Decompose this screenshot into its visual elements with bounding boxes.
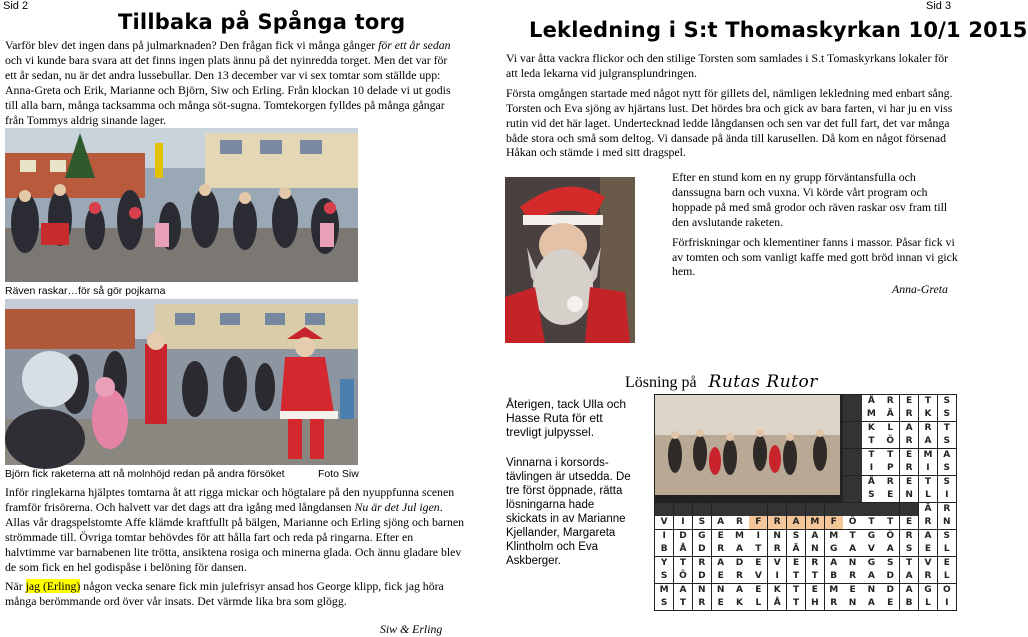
crossword-cell: E <box>712 597 730 610</box>
crossword-cell: M <box>825 530 843 543</box>
crossword-cell: M <box>655 584 673 597</box>
crossword-cell: R <box>900 462 918 475</box>
crossword-cell: S <box>862 489 880 502</box>
lekledning-body-2 <box>672 170 959 279</box>
crossword-cell <box>843 435 861 448</box>
crossword-cell: T <box>881 449 899 462</box>
crossword-cell: Ö <box>881 435 899 448</box>
crossword-cell: Y <box>655 557 673 570</box>
crossword-cell: B <box>825 570 843 583</box>
crossword-cell: T <box>919 476 937 489</box>
crossword-cell: M <box>919 449 937 462</box>
crossword-cell: I <box>919 462 937 475</box>
crossword-cell <box>843 503 861 516</box>
photo-children-dancing <box>5 128 358 282</box>
crossword-cell: R <box>919 516 937 529</box>
crossword-cell: F <box>825 516 843 529</box>
crossword-cell <box>843 462 861 475</box>
crossword-cell: A <box>674 584 692 597</box>
crossword-cell <box>900 503 918 516</box>
intro-text-italic: för ett år sedan <box>378 38 451 52</box>
crossword-cell: R <box>730 516 748 529</box>
crossword-cell: S <box>938 476 956 489</box>
crossword-cell: E <box>806 584 824 597</box>
crossword-cell <box>843 422 861 435</box>
crossword-cell: A <box>843 543 861 556</box>
crossword-cell: F <box>749 516 767 529</box>
crossword-cell: I <box>655 530 673 543</box>
crossword-cell: G <box>825 543 843 556</box>
crossword-cell: L <box>938 543 956 556</box>
winners-text: Vinnarna i korsords-tävlingen är utsedda. De tre först öppnade, rätta lösningarna hade skickats in av Marianne Kjellander, Margareta Klintholm och Eva Askberger. <box>506 457 631 567</box>
crossword-cell: T <box>749 543 767 556</box>
crossword-cell: R <box>768 516 786 529</box>
signature-left: Siw & Erling <box>380 622 443 636</box>
crossword-cell <box>806 503 824 516</box>
crossword-cell: D <box>693 543 711 556</box>
crossword-cell: T <box>806 570 824 583</box>
crossword-cell: T <box>843 530 861 543</box>
crossword-cell: V <box>862 543 880 556</box>
crossword-cell: I <box>938 597 956 610</box>
crossword-cell: L <box>749 597 767 610</box>
crossword-cell: T <box>862 435 880 448</box>
crossword-cell: R <box>730 570 748 583</box>
crossword-cell <box>843 408 861 421</box>
crossword-cell: Ä <box>919 503 937 516</box>
crossword-cell: T <box>787 584 805 597</box>
page-number-right: Sid 3 <box>926 0 952 12</box>
crossword-cell: R <box>825 597 843 610</box>
crossword-cell: K <box>730 597 748 610</box>
crossword-cell: M <box>730 530 748 543</box>
crossword-cell <box>768 503 786 516</box>
crossword-cell: Ö <box>674 570 692 583</box>
crossword-cell: N <box>806 543 824 556</box>
crossword-cell: T <box>674 557 692 570</box>
crossword-cell: A <box>730 584 748 597</box>
crossword-cell: K <box>862 422 880 435</box>
crossword-cell: R <box>881 476 899 489</box>
crossword-cell: E <box>900 449 918 462</box>
crossword-cell: K <box>919 408 937 421</box>
crossword-cell: G <box>862 557 880 570</box>
crossword-cell: S <box>655 570 673 583</box>
crossword-cell: I <box>674 516 692 529</box>
crossword-cell: B <box>655 543 673 556</box>
crossword-cell: T <box>787 597 805 610</box>
highlighted-text: jag (Erling) <box>25 579 81 594</box>
photo-santa-rocket <box>5 299 358 465</box>
page-number-left: Sid 2 <box>3 0 29 12</box>
outro-p3-a: När <box>5 579 26 594</box>
intro-text-a: Varför blev det ingen dans på julmarknaden? Den frågan fick vi många gånger <box>5 38 379 52</box>
crossword-cell: L <box>919 489 937 502</box>
crossword-cell: T <box>938 422 956 435</box>
crossword-cell <box>862 503 880 516</box>
crossword-cell: S <box>655 597 673 610</box>
crossword-cell: R <box>693 597 711 610</box>
crossword-cell: A <box>862 597 880 610</box>
crossword-cell: L <box>919 597 937 610</box>
crossword-cell: E <box>938 557 956 570</box>
lekledning-p3: Efter en stund kom en ny grupp förväntansfulla och danssugna barn och vuxna. Vi körde vårt program och hoppade på med små grodor och räven raskar osv fram till den avslutande raketen. <box>672 170 948 229</box>
crossword-cell: A <box>712 557 730 570</box>
photo1-caption: Räven raskar…för så gör pojkarna <box>5 285 166 297</box>
crossword-cell <box>881 503 899 516</box>
crossword-cell: A <box>919 435 937 448</box>
crossword-cell: A <box>806 530 824 543</box>
lekledning-p2: Första omgången startade med något nytt för gillets del, nämligen lekledning med enbart sång. Torsten och Eva sjöng av hjärtans lust. Det hördes bra och gick av bara farten, vi har ju en viss rutin vid det här laget. Undertecknad ledde långdansen och sen var det full fart, det var många både stora och små som deltog. Vi dansade på ända till karusellen. Då kom en något försenad Håkan och stämde i med sitt dragspel. <box>506 85 953 160</box>
crossword-cell: R <box>938 503 956 516</box>
crossword-cell: N <box>693 584 711 597</box>
crossword-cell <box>655 503 673 516</box>
crossword-cell: E <box>787 557 805 570</box>
crossword-cell: N <box>843 597 861 610</box>
crossword-cell: A <box>938 449 956 462</box>
crossword-cell: E <box>749 584 767 597</box>
crossword-cell: T <box>674 597 692 610</box>
crossword-cell: S <box>938 408 956 421</box>
lekledning-body <box>506 51 956 165</box>
crossword-cell <box>730 503 748 516</box>
crossword-solution <box>654 394 957 629</box>
outro-text-italic: Nu är det Jul igen <box>354 499 440 514</box>
crossword-cell: V <box>919 557 937 570</box>
crossword-cell: A <box>900 584 918 597</box>
crossword-cell <box>749 503 767 516</box>
crossword-cell: Ä <box>881 408 899 421</box>
crossword-cell: S <box>787 530 805 543</box>
crossword-cell <box>712 503 730 516</box>
crossword-cell <box>843 489 861 502</box>
crossword-cell: E <box>881 597 899 610</box>
crossword-cell: Ö <box>881 530 899 543</box>
crossword-cell: D <box>730 557 748 570</box>
crossword-cell: I <box>768 570 786 583</box>
crossword-cell: T <box>900 557 918 570</box>
crossword-cell: R <box>900 530 918 543</box>
crossword-cell: E <box>919 543 937 556</box>
crossword-cell: R <box>919 570 937 583</box>
crossword-cell: D <box>693 570 711 583</box>
article-title-lekledning: Lekledning i S:t Thomaskyrkan 10/1 2015 <box>529 18 1028 42</box>
solution-name: Rutas Rutor <box>708 372 818 392</box>
crossword-cell: R <box>768 543 786 556</box>
crossword-cell: A <box>900 422 918 435</box>
crossword-cell: V <box>749 570 767 583</box>
crossword-cell: S <box>900 543 918 556</box>
crossword-cell: E <box>712 530 730 543</box>
article-intro <box>5 38 458 132</box>
crossword-cell: V <box>655 516 673 529</box>
crossword-cell: T <box>862 449 880 462</box>
crossword-cell: T <box>881 516 899 529</box>
crossword-cell: S <box>881 557 899 570</box>
crossword-cell <box>843 395 861 408</box>
crossword-cell: K <box>768 584 786 597</box>
crossword-cell: A <box>919 530 937 543</box>
crossword-cell: R <box>712 543 730 556</box>
crossword-cell: E <box>900 395 918 408</box>
crossword-cell: R <box>881 395 899 408</box>
crossword-cell: P <box>881 462 899 475</box>
crossword-cell: Ä <box>787 543 805 556</box>
crossword-cell: D <box>881 570 899 583</box>
crossword-cell: Å <box>768 597 786 610</box>
outro-text-a: Inför ringlekarna hjälptes tomtarna åt att rigga mickar och högtalare på den nyuppfunna scenen framför frisörerna. Och halvett var det dags att dra igång med långdansen <box>5 485 455 514</box>
crossword-cell: A <box>862 570 880 583</box>
crossword-cell: Ö <box>843 516 861 529</box>
crossword-cell: A <box>787 516 805 529</box>
crossword-cell <box>825 503 843 516</box>
crossword-cell: N <box>843 557 861 570</box>
crossword-cell: D <box>881 584 899 597</box>
outro-p3-b: någon vecka senare fick min julefrisyr ansad hos George klipp, fick jag höra många berömmande ord över vår insats. Det värmde lika bra som glögg. <box>5 579 444 609</box>
crossword-cell: D <box>674 530 692 543</box>
crossword-cell: G <box>693 530 711 543</box>
crossword-cell <box>843 449 861 462</box>
crossword-cell: E <box>881 489 899 502</box>
crossword-cell <box>674 503 692 516</box>
crossword-cell: T <box>787 570 805 583</box>
crossword-cell: M <box>862 408 880 421</box>
crossword-cell: A <box>730 543 748 556</box>
crossword-cell: T <box>862 516 880 529</box>
crossword-cell: A <box>900 570 918 583</box>
crossword-cell: I <box>862 462 880 475</box>
lekledning-p1: Vi var åtta vackra flickor och den stilige Torsten som samlades i S.t Tomaskyrkans lokaler för att leda lekarna vid julgransplundringen. <box>506 51 949 80</box>
crossword-cell: S <box>693 516 711 529</box>
solution-heading <box>625 372 818 392</box>
crossword-cell: N <box>862 584 880 597</box>
crossword-cell: Å <box>862 395 880 408</box>
crossword-cell: E <box>749 557 767 570</box>
crossword-cell: E <box>900 516 918 529</box>
crossword-cell: R <box>693 557 711 570</box>
crossword-cell: R <box>900 435 918 448</box>
crossword-cell: A <box>825 557 843 570</box>
crossword-cell: B <box>900 597 918 610</box>
crossword-cell: L <box>881 422 899 435</box>
article-title-spanga: Tillbaka på Spånga torg <box>118 10 406 34</box>
crossword-cell: N <box>768 530 786 543</box>
thanks-text: Återigen, tack Ulla och Hasse Ruta för ett trevligt julpyssel. <box>506 397 627 440</box>
crossword-cell: R <box>843 570 861 583</box>
crossword-cell: N <box>938 516 956 529</box>
crossword-cell: G <box>862 530 880 543</box>
crossword-cell: S <box>938 395 956 408</box>
crossword-cell: I <box>938 489 956 502</box>
photo-santa <box>505 177 635 343</box>
crossword-cell: M <box>806 516 824 529</box>
article-outro <box>5 485 465 609</box>
crossword-cell <box>693 503 711 516</box>
crossword-cell: S <box>938 462 956 475</box>
crossword-cell: Å <box>674 543 692 556</box>
crossword-cell: S <box>938 530 956 543</box>
lekledning-p4: Förfriskningar och klementiner fanns i massor. Påsar fick vi av tomten och som vanligt kaffe med gott bröd innan vi gick hem. <box>672 234 958 279</box>
photo2-caption: Björn fick raketerna att nå molnhöjd redan på andra försöket <box>5 468 285 480</box>
crossword-cell: A <box>712 516 730 529</box>
photo2-credit: Foto Siw <box>318 468 359 480</box>
crossword-cell: G <box>919 584 937 597</box>
crossword-cell: A <box>881 543 899 556</box>
crossword-cell: R <box>900 408 918 421</box>
crossword-cell: L <box>938 570 956 583</box>
crossword-cell: E <box>712 570 730 583</box>
crossword-cell: T <box>919 395 937 408</box>
crossword-cell <box>843 476 861 489</box>
crossword-cell: Å <box>862 476 880 489</box>
intro-text-b: och vi kunde bara svara att det finns ingen plats ännu på det nyinredda torget. Men det var för ett år sedan, nu är det andra lussebullar. Den 13 december var vi sex tomtar som ställde upp: Anna-Greta och Erik, Marianne och Björn, Siw och Erling. Från klockan 10 delade vi ut godis till alla barn, många tacksamma och många söt-sugna. Tomtekorgen fylldes på många gångar från Tommys aldrig sinande lager. <box>5 52 451 127</box>
crossword-cell: N <box>712 584 730 597</box>
crossword-cell: E <box>843 584 861 597</box>
crossword-cell <box>787 503 805 516</box>
crossword-cell: R <box>919 422 937 435</box>
solution-prefix: Lösning på <box>625 374 697 391</box>
crossword-cell: M <box>825 584 843 597</box>
crossword-cell: I <box>749 530 767 543</box>
crossword-cell: S <box>938 435 956 448</box>
crossword-photo <box>655 395 840 495</box>
outro-text-b: . Allas vår dragspelstomte Affe klämde kraftfullt på bälgen, Marianne och Erling sjöng och barnen strömmade till. Övriga tomtar behövdes för att hålla fart och reda på ringarna. Efter en halvtimme var barnabenen lite trötta, ansiktena rosiga och minerna glada. Och ännu gladare blev de som fick en hel godispåse i belöning för dansen. <box>5 499 465 574</box>
crossword-cell: O <box>938 584 956 597</box>
crossword-cell: V <box>768 557 786 570</box>
crossword-cell: H <box>806 597 824 610</box>
crossword-cell: N <box>900 489 918 502</box>
crossword-cell: R <box>806 557 824 570</box>
crossword-cell: E <box>900 476 918 489</box>
signature-right: Anna-Greta <box>892 282 948 296</box>
